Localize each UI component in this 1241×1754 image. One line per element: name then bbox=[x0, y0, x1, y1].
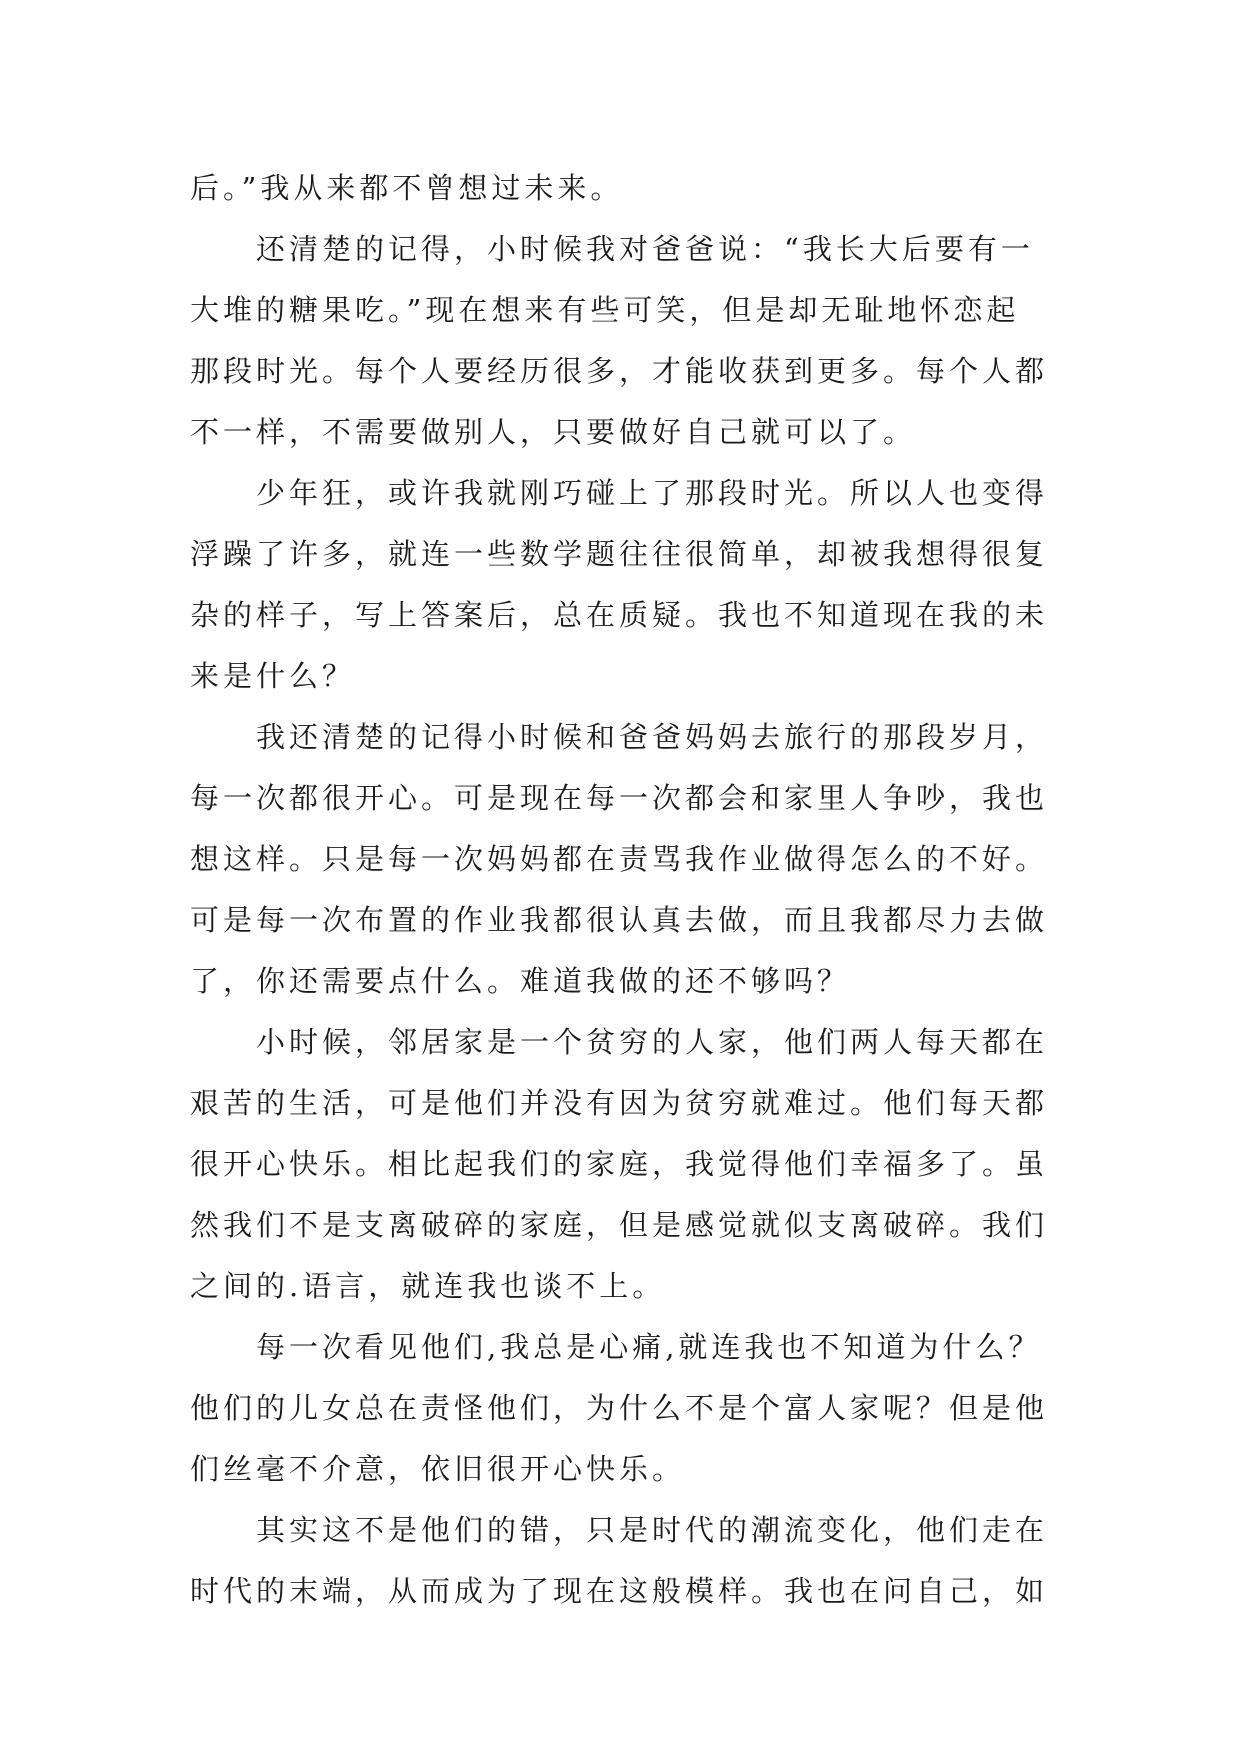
text-line: 少年狂，或许我就刚巧碰上了那段时光。所以人也变得 bbox=[256, 476, 1049, 510]
text-line: 还清楚的记得，小时候我对爸爸说：“我长大后要有一 bbox=[256, 232, 1034, 266]
text-line: 们丝毫不介意，依旧很开心快乐。 bbox=[190, 1452, 686, 1486]
text-line: 浮躁了许多，就连一些数学题往往很简单，却被我想得很复 bbox=[190, 537, 1049, 571]
text-line: 了，你还需要点什么。难道我做的还不够吗？ bbox=[190, 964, 851, 998]
text-line: 后。”我从来都不曾想过未来。 bbox=[190, 171, 624, 205]
body-text bbox=[190, 158, 1060, 1622]
text-line: 杂的样子，写上答案后，总在质疑。我也不知道现在我的未 bbox=[190, 598, 1049, 632]
text-line: 来是什么？ bbox=[190, 659, 356, 693]
text-line: 小时候，邻居家是一个贫穷的人家，他们两人每天都在 bbox=[256, 1025, 1049, 1059]
text-line: 不一样，不需要做别人，只要做好自己就可以了。 bbox=[190, 415, 917, 449]
text-line: 想这样。只是每一次妈妈都在责骂我作业做得怎么的不好。 bbox=[190, 842, 1049, 876]
text-line: 艰苦的生活，可是他们并没有因为贫穷就难过。他们每天都 bbox=[190, 1086, 1049, 1120]
text-line: 我还清楚的记得小时候和爸爸妈妈去旅行的那段岁月， bbox=[256, 720, 1049, 754]
text-line: 那段时光。每个人要经历很多，才能收获到更多。每个人都 bbox=[190, 354, 1049, 388]
text-line: 然我们不是支离破碎的家庭，但是感觉就似支离破碎。我们 bbox=[190, 1208, 1049, 1242]
text-line: 之间的.语言，就连我也谈不上。 bbox=[190, 1269, 666, 1303]
text-line: 每一次都很开心。可是现在每一次都会和家里人争吵，我也 bbox=[190, 781, 1049, 815]
text-line: 很开心快乐。相比起我们的家庭，我觉得他们幸福多了。虽 bbox=[190, 1147, 1049, 1181]
text-line: 可是每一次布置的作业我都很认真去做，而且我都尽力去做 bbox=[190, 903, 1049, 937]
text-line: 每一次看见他们,我总是心痛,就连我也不知道为什么？ bbox=[256, 1330, 1042, 1364]
text-line: 大堆的糖果吃。”现在想来有些可笑，但是却无耻地怀恋起 bbox=[190, 293, 1020, 327]
text-line: 时代的末端，从而成为了现在这般模样。我也在问自己，如 bbox=[190, 1574, 1049, 1608]
text-line: 他们的儿女总在责怪他们，为什么不是个富人家呢？但是他 bbox=[190, 1391, 1049, 1425]
text-line: 其实这不是他们的错，只是时代的潮流变化，他们走在 bbox=[256, 1513, 1049, 1547]
